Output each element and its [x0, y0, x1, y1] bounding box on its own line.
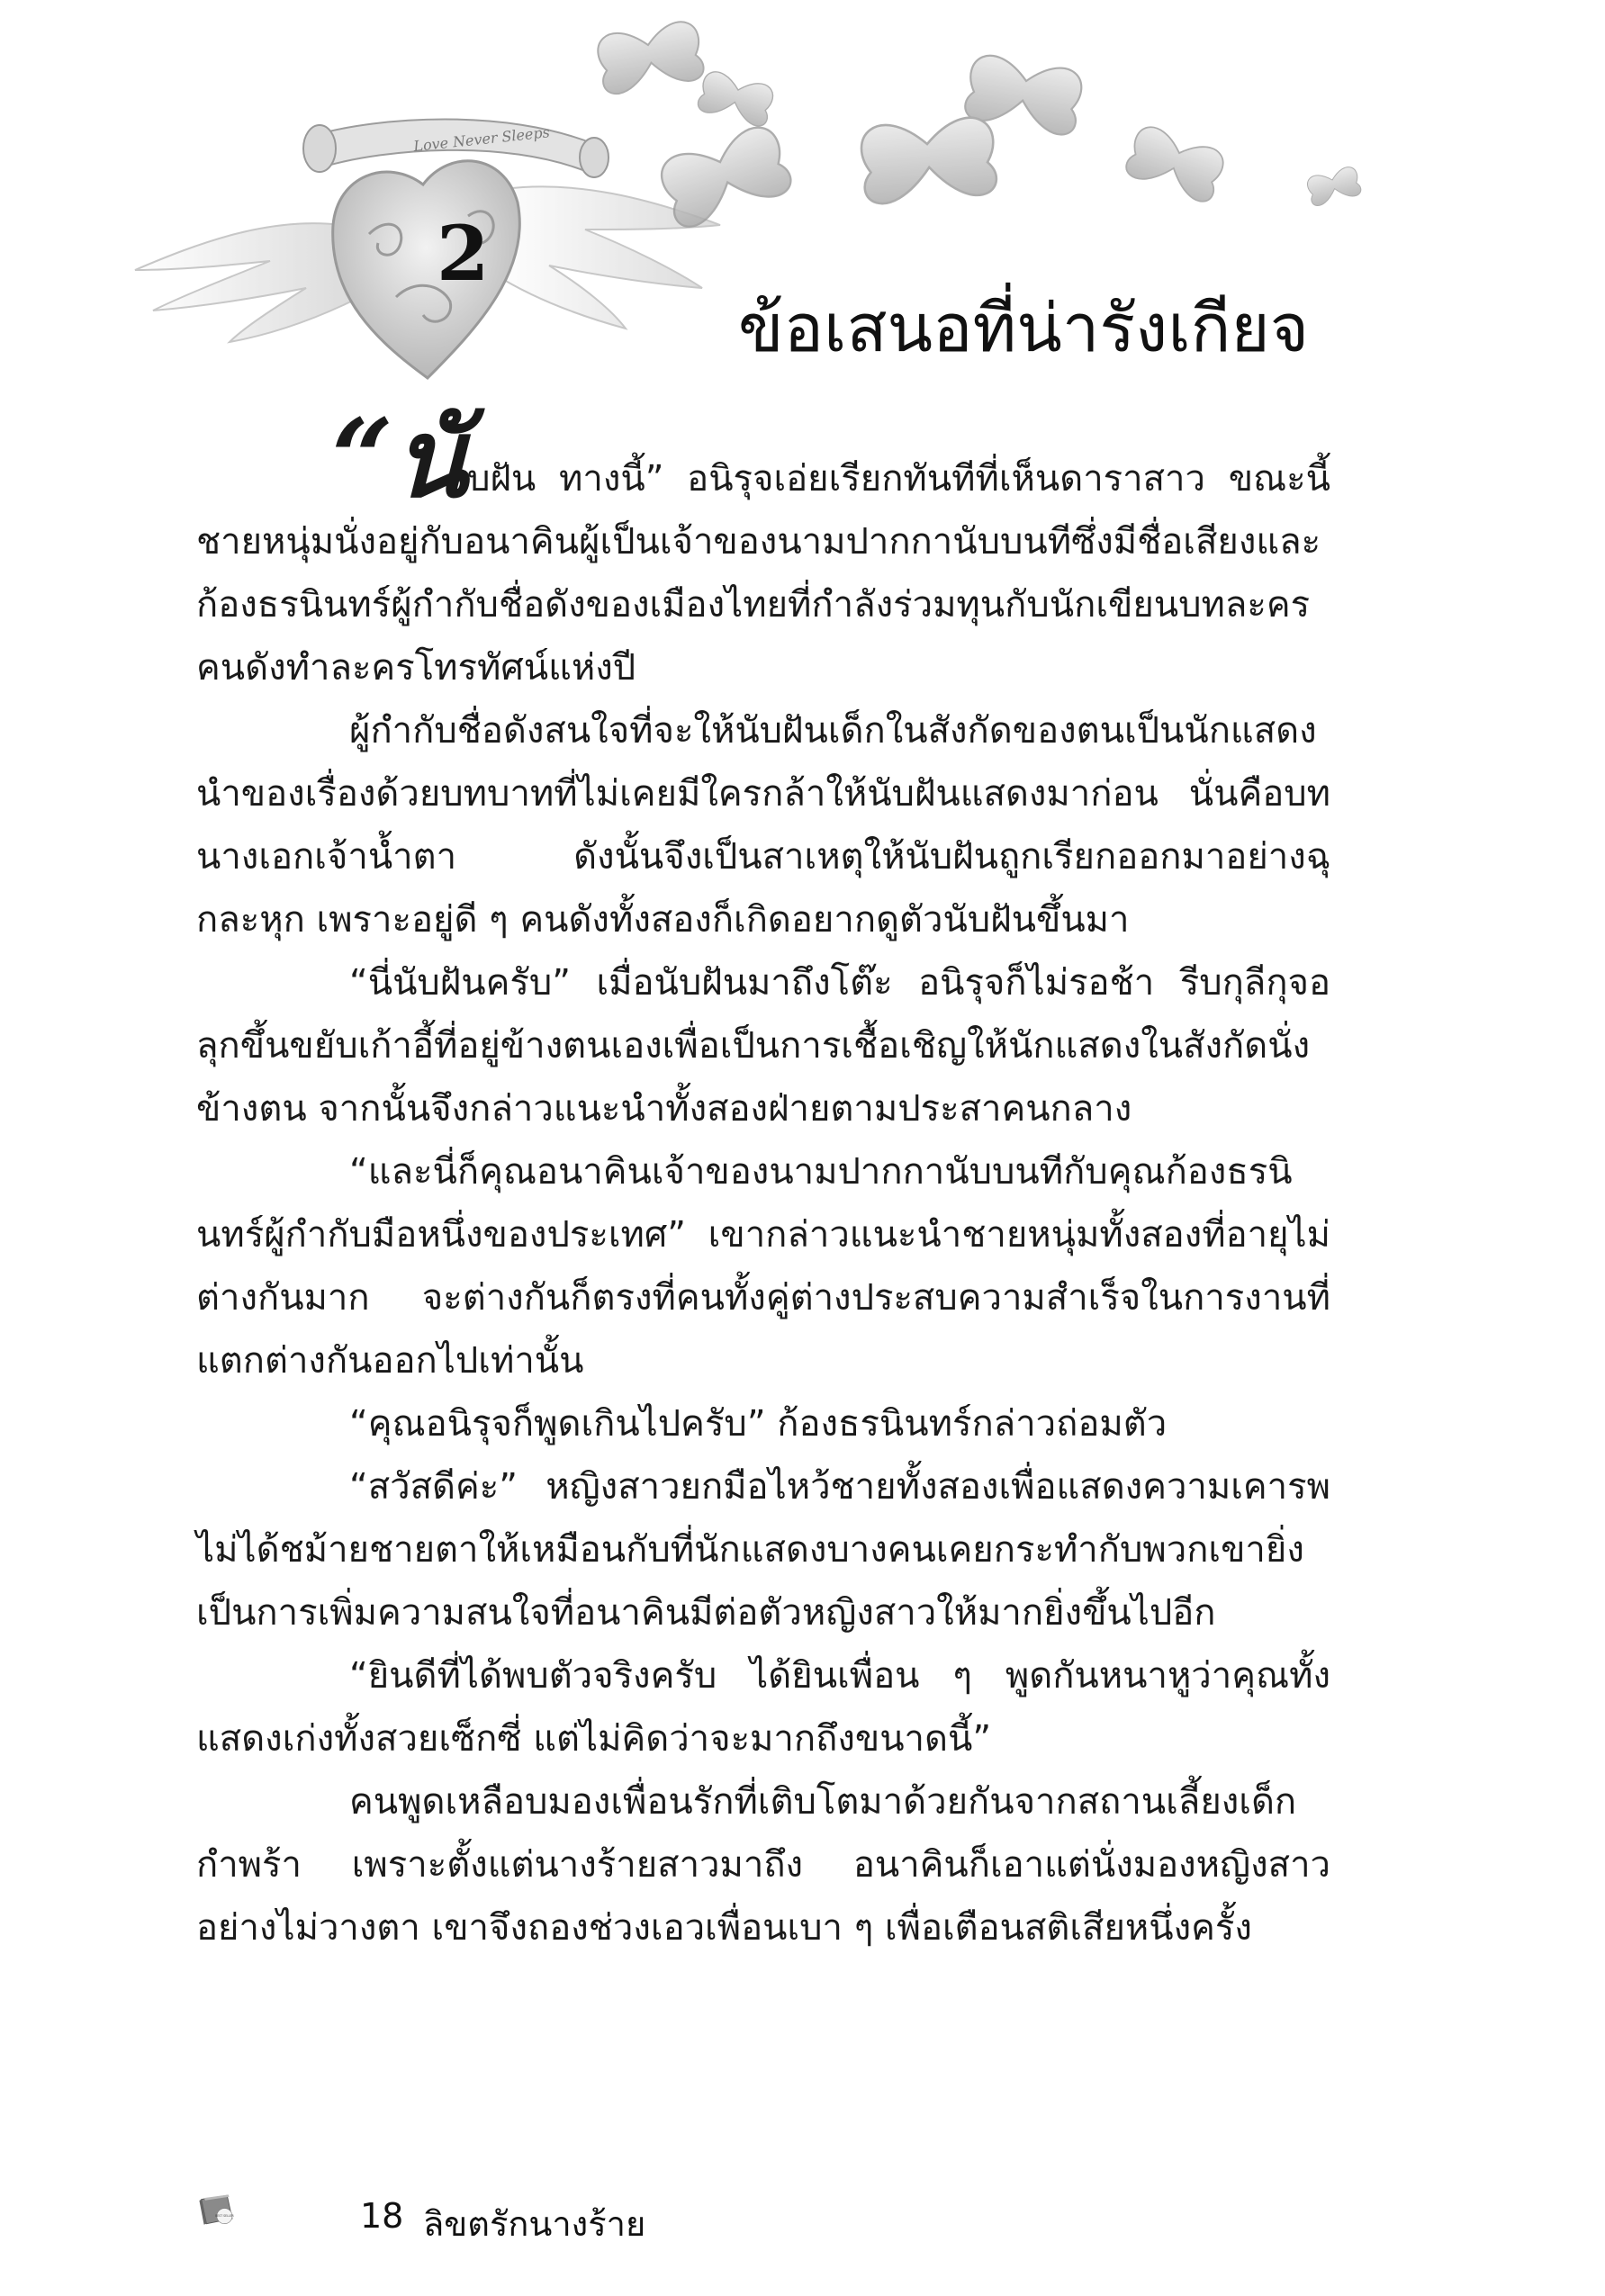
chapter-number: 2 [437, 209, 490, 298]
paragraph: “นี่นับฝันครับ” เมื่อนับฝันมาถึงโต๊ะ อนิรุจก็ไม่รอช้า รีบกุลีกุจอลุกขึ้นขยับเก้าอี้ที่อยู่ข้างตนเองเพื่อเป็นการเชื้อเชิญให้นักแสดงในสังกัดนั่งข้างตน จากนั้นจึงกล่าวแนะนำทั้งสองฝ่ายตามประสาคนกลาง [196, 962, 1330, 1130]
best-seller-book-icon [196, 2147, 376, 2273]
badge-text: BEST SELLER [215, 2214, 234, 2218]
butterfly-icon [595, 19, 1362, 230]
left-wing-icon [135, 223, 360, 342]
paragraph: “และนี่ก็คุณอนาคินเจ้าของนามปากกานับบนทีกับคุณก้องธรนินทร์ผู้กำกับมือหนึ่งของประเทศ” เขากล่าวแนะนำชายหนุ่มทั้งสองที่อายุไม่ต่างกันมาก จะต่างกันก็ตรงที่คนทั้งคู่ต่างประสบความสำเร็จในการงานที่แตกต่างกันออกไปเท่านั้น [196, 1151, 1330, 1382]
paragraph: “คุณอนิรุจก็พูดเกินไปครับ” ก้องธรนินทร์กล่าวถ่อมตัว [349, 1403, 1168, 1445]
paragraph: คนพูดเหลือบมองเพื่อนรักที่เติบโตมาด้วยกันจากสถานเลี้ยงเด็กกำพร้า เพราะตั้งแต่นางร้ายสาวมาถึง อนาคินก็เอาแต่นั่งมองหญิงสาวอย่างไม่วางตา เขาจึงถองช่วงเอวเพื่อนเบา ๆ เพื่อเตือนสติเสียหนึ่งครั้ง [196, 1781, 1330, 1949]
paragraph: “สวัสดีค่ะ” หญิงสาวยกมือไหว้ชายทั้งสองเพื่อแสดงความเคารพไม่ได้ชม้ายชายตาให้เหมือนกับที่นักแสดงบางคนเคยกระทำกับพวกเขายิ่งเป็นการเพิ่มความสนใจที่อนาคินมีต่อตัวหญิงสาวให้มากยิ่งขึ้นไปอีก [196, 1466, 1330, 1634]
running-footer-title: ลิขตรักนางร้าย [423, 2204, 646, 2244]
page-number: 18 [360, 2196, 404, 2236]
chapter-body [196, 396, 1330, 1959]
opening-paragraph-text: บฝัน ทางนี้” อนิรุจเอ่ยเรียกทันทีที่เห็นดาราสาว ขณะนี้ชายหนุ่มนั่งอยู่กับอนาคินผู้เป็นเจ้าของนามปากกานับบนทีซึ่งมีชื่อเสียงและก้องธรนินทร์ผู้กำกับชื่อดังของเมืองไทยที่กำลังร่วมทุนกับนักเขียนบทละครคนดังทำละครโทรทัศน์แห่งปี [196, 458, 1330, 689]
paragraph: “ยินดีที่ได้พบตัวจริงครับ ได้ยินเพื่อน ๆ พูดกันหนาหูว่าคุณทั้งแสดงเก่งทั้งสวยเซ็กซี่ แต่ไม่คิดว่าจะมากถึงขนาดนี้” [196, 1655, 1330, 1760]
heart-icon [333, 161, 520, 378]
opening-paragraph [196, 396, 1330, 699]
chapter-title: ข้อเสนอที่น่ารังเกียจ [738, 290, 1310, 367]
banner-text: Love Never Sleeps [412, 123, 551, 155]
paragraph: ผู้กำกับชื่อดังสนใจที่จะให้นับฝันเด็กในสังกัดของตนเป็นนักแสดงนำของเรื่องด้วยบทบาทที่ไม่เคยมีใครกล้าให้นับฝันแสดงมาก่อน นั่นคือบทนางเอกเจ้าน้ำตา ดังนั้นจึงเป็นสาเหตุให้นับฝันถูกเรียกออกมาอย่างฉุกละหุก เพราะอยู่ดี ๆ คนดังทั้งสองก็เกิดอยากดูตัวนับฝันขึ้นมา [196, 710, 1330, 941]
drop-cap: “นั [331, 395, 468, 522]
